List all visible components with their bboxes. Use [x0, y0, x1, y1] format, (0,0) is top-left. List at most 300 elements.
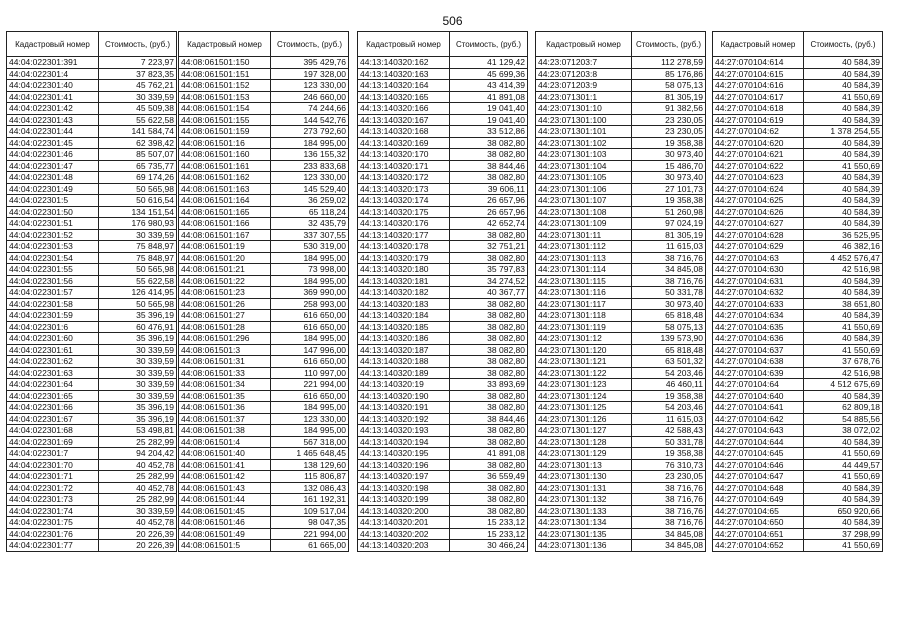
cost-header: Стоимость, (руб.) [99, 32, 177, 57]
cost-cell: 54 203,46 [632, 402, 706, 414]
cost-cell: 73 998,00 [271, 264, 349, 276]
cost-cell: 85 507,07 [99, 149, 177, 161]
cadastral-number-cell: 44:08:061501:44 [179, 494, 271, 506]
cost-cell: 38 072,02 [804, 425, 883, 437]
cadastral-number-cell: 44:13:140320:194 [358, 436, 450, 448]
table-row [358, 379, 528, 391]
cadastral-number-cell: 44:04:022301:62 [7, 356, 99, 368]
cadastral-number-cell: 44:13:140320:191 [358, 402, 450, 414]
cadastral-number-cell: 44:13:140320:187 [358, 344, 450, 356]
cadastral-number-cell: 44:13:140320:166 [358, 103, 450, 115]
table-row [713, 321, 883, 333]
cost-cell: 50 331,78 [632, 436, 706, 448]
cadastral-number-cell: 44:04:022301:54 [7, 252, 99, 264]
cost-cell: 161 192,31 [271, 494, 349, 506]
cost-cell: 20 226,39 [99, 540, 177, 552]
table-row [536, 114, 706, 126]
cost-cell: 41 550,69 [804, 344, 883, 356]
table-row [7, 517, 177, 529]
table-row [179, 459, 349, 471]
cost-cell: 81 305,19 [632, 229, 706, 241]
cadastral-number-cell: 44:08:061501:34 [179, 379, 271, 391]
cost-cell: 123 330,00 [271, 413, 349, 425]
cadastral-number-cell: 44:13:140320:198 [358, 482, 450, 494]
cost-cell: 19 358,38 [632, 195, 706, 207]
cost-cell: 42 588,43 [632, 425, 706, 437]
cadastral-number-cell: 44:23:071301:109 [536, 218, 632, 230]
cadastral-number-header: Кадастровый номер [358, 32, 450, 57]
table-row [179, 344, 349, 356]
table-row [358, 229, 528, 241]
cadastral-number-cell: 44:08:061501:152 [179, 80, 271, 92]
cost-cell: 91 382,56 [632, 103, 706, 115]
cadastral-number-cell: 44:27:070104:639 [713, 367, 804, 379]
table-row [536, 528, 706, 540]
table-row [536, 344, 706, 356]
table-row [536, 57, 706, 69]
table-row [713, 540, 883, 552]
table-row [358, 321, 528, 333]
cost-cell: 30 973,40 [632, 298, 706, 310]
cadastral-number-cell: 44:08:061501:27 [179, 310, 271, 322]
cadastral-number-cell: 44:13:140320:186 [358, 333, 450, 345]
table-row [713, 195, 883, 207]
cost-cell: 41 550,69 [804, 540, 883, 552]
cost-cell: 11 615,03 [632, 413, 706, 425]
cadastral-number-cell: 44:04:022301:43 [7, 114, 99, 126]
cost-cell: 369 990,00 [271, 287, 349, 299]
table-row [536, 275, 706, 287]
cost-cell: 567 318,00 [271, 436, 349, 448]
table-row [358, 333, 528, 345]
table-row [358, 425, 528, 437]
cadastral-number-cell: 44:27:070104:618 [713, 103, 804, 115]
table-row [7, 114, 177, 126]
table-row [536, 333, 706, 345]
cost-cell: 41 891,08 [450, 91, 528, 103]
cost-cell: 38 082,80 [450, 436, 528, 448]
cost-cell: 36 525,95 [804, 229, 883, 241]
cost-cell: 40 452,78 [99, 482, 177, 494]
table-row [536, 540, 706, 552]
cadastral-number-cell: 44:23:071301:124 [536, 390, 632, 402]
cost-cell: 38 082,80 [450, 344, 528, 356]
table-row [713, 80, 883, 92]
table-row [7, 137, 177, 149]
table-row [179, 241, 349, 253]
table-row [713, 264, 883, 276]
cadastral-number-cell: 44:13:140320:173 [358, 183, 450, 195]
cost-cell: 38 082,80 [450, 137, 528, 149]
table-row [358, 172, 528, 184]
cost-cell: 44 449,57 [804, 459, 883, 471]
table-row [713, 517, 883, 529]
table-row [358, 517, 528, 529]
table-row [536, 459, 706, 471]
cadastral-number-cell: 44:04:022301:46 [7, 149, 99, 161]
cadastral-number-cell: 44:08:061501:45 [179, 505, 271, 517]
cost-cell: 75 848,97 [99, 252, 177, 264]
cost-cell: 74 244,66 [271, 103, 349, 115]
cost-cell: 38 082,80 [450, 149, 528, 161]
table-row [536, 321, 706, 333]
cadastral-number-cell: 44:23:071301:107 [536, 195, 632, 207]
cadastral-number-cell: 44:23:071301:114 [536, 264, 632, 276]
cadastral-number-cell: 44:08:061501:40 [179, 448, 271, 460]
cadastral-number-cell: 44:04:022301:74 [7, 505, 99, 517]
cost-cell: 19 358,38 [632, 390, 706, 402]
cost-cell: 184 995,00 [271, 137, 349, 149]
cost-cell: 38 082,80 [450, 494, 528, 506]
cost-cell: 25 282,99 [99, 436, 177, 448]
table-row [536, 80, 706, 92]
cost-cell: 30 973,40 [632, 149, 706, 161]
cadastral-number-cell: 44:27:070104:619 [713, 114, 804, 126]
cost-cell: 50 565,98 [99, 183, 177, 195]
cost-cell: 42 652,74 [450, 218, 528, 230]
cadastral-number-cell: 44:27:070104:637 [713, 344, 804, 356]
cost-cell: 38 082,80 [450, 390, 528, 402]
cost-cell: 4 512 675,69 [804, 379, 883, 391]
table-row [358, 160, 528, 172]
table-row [7, 206, 177, 218]
cost-cell: 30 339,59 [99, 91, 177, 103]
cadastral-number-cell: 44:04:022301:76 [7, 528, 99, 540]
cost-cell: 40 584,39 [804, 80, 883, 92]
cadastral-number-cell: 44:04:022301:48 [7, 172, 99, 184]
cost-cell: 38 716,76 [632, 517, 706, 529]
table-row [358, 57, 528, 69]
cost-cell: 38 082,80 [450, 356, 528, 368]
cadastral-number-cell: 44:23:071301:102 [536, 137, 632, 149]
table-row [713, 229, 883, 241]
cost-cell: 19 041,40 [450, 114, 528, 126]
cadastral-number-cell: 44:08:061501:41 [179, 459, 271, 471]
table-row [536, 252, 706, 264]
table-row [7, 103, 177, 115]
cadastral-number-cell: 44:13:140320:174 [358, 195, 450, 207]
table-row [179, 160, 349, 172]
table-row [713, 379, 883, 391]
cadastral-number-cell: 44:13:140320:179 [358, 252, 450, 264]
cadastral-number-cell: 44:23:071301:129 [536, 448, 632, 460]
table-row [7, 310, 177, 322]
table-row [536, 390, 706, 402]
cost-cell: 43 414,39 [450, 80, 528, 92]
cadastral-number-cell: 44:23:071301:100 [536, 114, 632, 126]
table-header-row [358, 32, 528, 57]
table-row [7, 275, 177, 287]
table-row [713, 114, 883, 126]
table-row [358, 482, 528, 494]
cost-cell: 55 622,58 [99, 275, 177, 287]
cost-cell: 60 476,91 [99, 321, 177, 333]
cost-cell: 54 203,46 [632, 367, 706, 379]
cost-cell: 109 517,04 [271, 505, 349, 517]
cost-cell: 41 550,69 [804, 91, 883, 103]
table-row [713, 206, 883, 218]
cadastral-number-cell: 44:04:022301:5 [7, 195, 99, 207]
cost-cell: 138 129,60 [271, 459, 349, 471]
table-row [179, 68, 349, 80]
cost-cell: 616 650,00 [271, 390, 349, 402]
table-row [179, 264, 349, 276]
cadastral-number-cell: 44:08:061501:43 [179, 482, 271, 494]
table-row [7, 402, 177, 414]
table-row [713, 448, 883, 460]
cost-cell: 97 024,19 [632, 218, 706, 230]
cost-cell: 35 396,19 [99, 333, 177, 345]
cadastral-number-cell: 44:27:070104:629 [713, 241, 804, 253]
cost-cell: 176 980,93 [99, 218, 177, 230]
cadastral-number-cell: 44:13:140320:164 [358, 80, 450, 92]
cost-cell: 30 339,59 [99, 379, 177, 391]
cost-cell: 38 082,80 [450, 459, 528, 471]
cadastral-number-cell: 44:08:061501:42 [179, 471, 271, 483]
cost-cell: 35 396,19 [99, 413, 177, 425]
cost-cell: 33 893,69 [450, 379, 528, 391]
cost-cell: 616 650,00 [271, 321, 349, 333]
cost-cell: 40 452,78 [99, 517, 177, 529]
cost-cell: 38 651,80 [804, 298, 883, 310]
table-row [358, 183, 528, 195]
cost-cell: 58 075,13 [632, 80, 706, 92]
cadastral-number-cell: 44:23:071301:11 [536, 229, 632, 241]
table-row [179, 298, 349, 310]
cadastral-number-cell: 44:08:061501:162 [179, 172, 271, 184]
cadastral-number-cell: 44:08:061501:164 [179, 195, 271, 207]
cadastral-number-cell: 44:04:022301:58 [7, 298, 99, 310]
cadastral-number-cell: 44:04:022301:63 [7, 367, 99, 379]
cost-cell: 40 367,77 [450, 287, 528, 299]
cost-cell: 395 429,76 [271, 57, 349, 69]
table-row [7, 218, 177, 230]
cadastral-number-cell: 44:04:022301:47 [7, 160, 99, 172]
cadastral-number-cell: 44:27:070104:652 [713, 540, 804, 552]
cadastral-number-cell: 44:13:140320:185 [358, 321, 450, 333]
cost-cell: 11 615,03 [632, 241, 706, 253]
table-row [179, 183, 349, 195]
cost-cell: 30 339,59 [99, 505, 177, 517]
table-row [713, 172, 883, 184]
table-row [7, 344, 177, 356]
table-row [536, 448, 706, 460]
cost-cell: 184 995,00 [271, 333, 349, 345]
table-row [358, 68, 528, 80]
cost-cell: 65 118,24 [271, 206, 349, 218]
cadastral-number-cell: 44:08:061501:150 [179, 57, 271, 69]
cadastral-number-cell: 44:27:070104:65 [713, 505, 804, 517]
cadastral-number-cell: 44:04:022301:50 [7, 206, 99, 218]
table-row [358, 448, 528, 460]
cadastral-number-cell: 44:27:070104:64 [713, 379, 804, 391]
cadastral-number-cell: 44:04:022301:6 [7, 321, 99, 333]
cadastral-number-cell: 44:23:071301:133 [536, 505, 632, 517]
cadastral-number-cell: 44:08:061501:155 [179, 114, 271, 126]
cadastral-number-cell: 44:27:070104:636 [713, 333, 804, 345]
cadastral-number-cell: 44:23:071301:118 [536, 310, 632, 322]
table-row [7, 68, 177, 80]
cost-cell: 65 818,48 [632, 310, 706, 322]
cost-cell: 45 699,36 [450, 68, 528, 80]
cadastral-number-cell: 44:04:022301:70 [7, 459, 99, 471]
cadastral-number-cell: 44:13:140320:192 [358, 413, 450, 425]
cost-cell: 27 101,73 [632, 183, 706, 195]
cost-cell: 258 993,00 [271, 298, 349, 310]
cost-cell: 221 994,00 [271, 379, 349, 391]
table-row [7, 149, 177, 161]
table-row [179, 57, 349, 69]
table-row [7, 436, 177, 448]
cost-cell: 23 230,05 [632, 126, 706, 138]
cadastral-number-cell: 44:27:070104:635 [713, 321, 804, 333]
table-row [358, 402, 528, 414]
table-row [536, 172, 706, 184]
cadastral-number-cell: 44:23:071301:104 [536, 160, 632, 172]
table-row [179, 333, 349, 345]
cadastral-number-cell: 44:27:070104:623 [713, 172, 804, 184]
cadastral-number-cell: 44:04:022301:55 [7, 264, 99, 276]
cadastral-number-cell: 44:13:140320:193 [358, 425, 450, 437]
cadastral-number-cell: 44:08:061501:167 [179, 229, 271, 241]
cadastral-number-cell: 44:04:022301:44 [7, 126, 99, 138]
cost-cell: 38 082,80 [450, 310, 528, 322]
cadastral-number-cell: 44:13:140320:163 [358, 68, 450, 80]
cadastral-number-cell: 44:27:070104:631 [713, 275, 804, 287]
cadastral-number-cell: 44:23:071301:10 [536, 103, 632, 115]
cost-cell: 38 082,80 [450, 172, 528, 184]
table-row [179, 379, 349, 391]
cadastral-number-cell: 44:04:022301:45 [7, 137, 99, 149]
cost-cell: 32 435,79 [271, 218, 349, 230]
cadastral-number-cell: 44:13:140320:178 [358, 241, 450, 253]
cadastral-number-cell: 44:27:070104:622 [713, 160, 804, 172]
cadastral-number-cell: 44:04:022301:4 [7, 68, 99, 80]
cadastral-number-cell: 44:23:071301:127 [536, 425, 632, 437]
table-row [713, 298, 883, 310]
cadastral-number-cell: 44:13:140320:183 [358, 298, 450, 310]
cadastral-number-cell: 44:08:061501:163 [179, 183, 271, 195]
cadastral-number-cell: 44:08:061501:165 [179, 206, 271, 218]
cost-header: Стоимость, (руб.) [450, 32, 528, 57]
table-row [7, 471, 177, 483]
cost-cell: 40 584,39 [804, 494, 883, 506]
cost-cell: 197 328,00 [271, 68, 349, 80]
cadastral-number-cell: 44:04:022301:65 [7, 390, 99, 402]
cadastral-number-cell: 44:04:022301:68 [7, 425, 99, 437]
cost-cell: 46 382,16 [804, 241, 883, 253]
table-row [7, 229, 177, 241]
cadastral-number-cell: 44:23:071301:103 [536, 149, 632, 161]
cadastral-number-cell: 44:27:070104:632 [713, 287, 804, 299]
cadastral-number-header: Кадастровый номер [179, 32, 271, 57]
table-row [358, 137, 528, 149]
table-row [179, 275, 349, 287]
table-row [179, 517, 349, 529]
cadastral-number-cell: 44:27:070104:625 [713, 195, 804, 207]
table-row [7, 321, 177, 333]
cadastral-table [535, 31, 706, 552]
cost-cell: 38 082,80 [450, 402, 528, 414]
table-row [7, 528, 177, 540]
table-row [179, 195, 349, 207]
cost-cell: 30 339,59 [99, 356, 177, 368]
cadastral-number-cell: 44:13:140320:184 [358, 310, 450, 322]
table-row [536, 241, 706, 253]
table-row [179, 482, 349, 494]
cost-cell: 141 584,74 [99, 126, 177, 138]
table-row [536, 183, 706, 195]
table-row [713, 183, 883, 195]
table-row [358, 114, 528, 126]
cadastral-number-cell: 44:08:061501:5 [179, 540, 271, 552]
cadastral-number-cell: 44:13:140320:175 [358, 206, 450, 218]
cost-cell: 37 298,99 [804, 528, 883, 540]
cadastral-number-cell: 44:13:140320:195 [358, 448, 450, 460]
table-row [7, 505, 177, 517]
table-row [358, 149, 528, 161]
table-row [536, 494, 706, 506]
table-row [536, 298, 706, 310]
cadastral-number-cell: 44:04:022301:66 [7, 402, 99, 414]
cost-cell: 38 716,76 [632, 494, 706, 506]
cadastral-number-cell: 44:13:140320:171 [358, 160, 450, 172]
cadastral-number-cell: 44:23:071301:123 [536, 379, 632, 391]
table-row [713, 413, 883, 425]
table-row [536, 425, 706, 437]
table-row [7, 425, 177, 437]
table-row [358, 436, 528, 448]
cadastral-number-cell: 44:04:022301:42 [7, 103, 99, 115]
cadastral-number-cell: 44:13:140320:165 [358, 91, 450, 103]
cadastral-number-cell: 44:27:070104:62 [713, 126, 804, 138]
cadastral-number-cell: 44:27:070104:648 [713, 482, 804, 494]
cost-cell: 145 529,40 [271, 183, 349, 195]
cadastral-number-cell: 44:13:140320:199 [358, 494, 450, 506]
table-row [179, 287, 349, 299]
table-row [358, 195, 528, 207]
cost-cell: 30 973,40 [632, 172, 706, 184]
cost-cell: 45 509,38 [99, 103, 177, 115]
cost-cell: 34 274,52 [450, 275, 528, 287]
cost-cell: 34 845,08 [632, 528, 706, 540]
table-row [7, 459, 177, 471]
cost-cell: 36 559,49 [450, 471, 528, 483]
table-row [713, 459, 883, 471]
cadastral-table [6, 31, 177, 552]
table-row [536, 195, 706, 207]
table-row [179, 114, 349, 126]
cadastral-number-cell: 44:23:071301:112 [536, 241, 632, 253]
table-row [179, 229, 349, 241]
cadastral-number-cell: 44:08:061501:16 [179, 137, 271, 149]
cost-cell: 46 460,11 [632, 379, 706, 391]
cadastral-number-cell: 44:13:140320:162 [358, 57, 450, 69]
table-row [713, 390, 883, 402]
cadastral-number-cell: 44:13:140320:189 [358, 367, 450, 379]
cadastral-table [178, 31, 349, 552]
cadastral-number-cell: 44:04:022301:69 [7, 436, 99, 448]
cost-cell: 75 848,97 [99, 241, 177, 253]
cost-cell: 616 650,00 [271, 310, 349, 322]
cadastral-number-cell: 44:13:140320:203 [358, 540, 450, 552]
page-number: 506 [442, 14, 463, 28]
cost-cell: 38 844,46 [450, 413, 528, 425]
cadastral-number-cell: 44:04:022301:59 [7, 310, 99, 322]
cost-cell: 94 204,42 [99, 448, 177, 460]
table-row [713, 425, 883, 437]
cadastral-number-cell: 44:23:071301:136 [536, 540, 632, 552]
